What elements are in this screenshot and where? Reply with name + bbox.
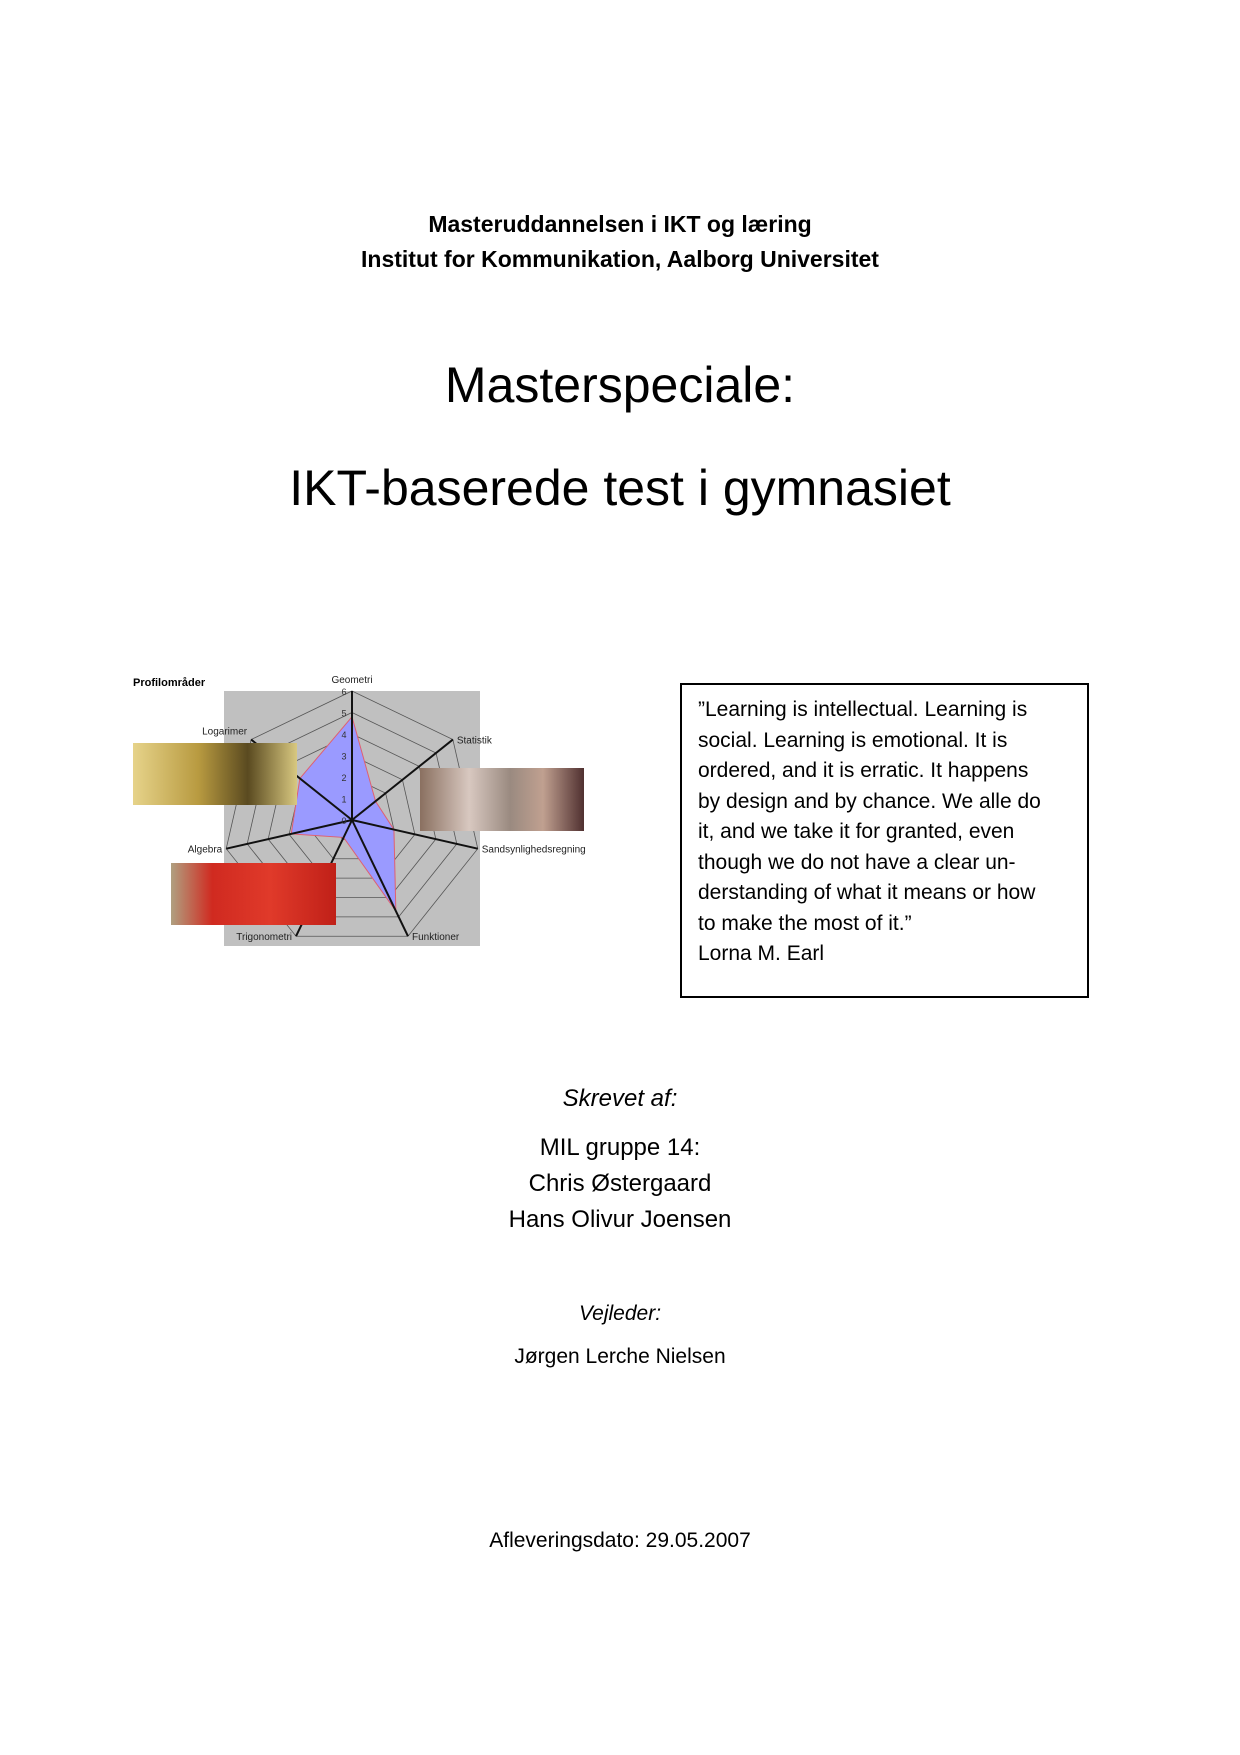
tick-label: 5: [341, 708, 347, 719]
program-name: Masteruddannelsen i IKT og læring: [428, 211, 812, 237]
supervisor-label: Vejleder:: [578, 1302, 662, 1325]
quote-box: [680, 683, 1089, 998]
axis-label: Sandsynlighedsregning: [481, 844, 586, 856]
quote-line: by design and by chance. We alle do: [698, 789, 1041, 813]
chart-title: Profilområder: [133, 677, 206, 689]
axis-label: Trigonometri: [236, 932, 293, 944]
photo-writing-child: [171, 863, 336, 925]
supervisor-name: Jørgen Lerche Nielsen: [514, 1345, 726, 1368]
photo-student-girl: [133, 743, 297, 805]
group-name: MIL gruppe 14:: [539, 1134, 701, 1161]
quote-line: derstanding of what it means or how: [698, 881, 1036, 904]
page-subtitle: IKT-baserede test i gymnasiet: [289, 460, 951, 516]
tick-label: 1: [341, 794, 347, 805]
author-name: Chris Østergaard: [528, 1170, 712, 1197]
axis-label: Algebra: [187, 844, 223, 856]
page-title: Masterspeciale:: [444, 357, 796, 413]
axis-label: Logarimer: [202, 726, 248, 738]
photo-classroom: [420, 768, 584, 831]
tick-label: 2: [341, 773, 347, 783]
quote-line: ordered, and it is erratic. It happens: [698, 759, 1029, 782]
radar-chart: [0, 0, 660, 1000]
delivery-date: Afleveringsdato: 29.05.2007: [489, 1529, 751, 1552]
axis-label: Geometri: [331, 675, 373, 686]
tick-label: 4: [341, 730, 347, 740]
institute-name: Institut for Kommunikation, Aalborg Universitet: [361, 246, 879, 272]
quote-author: Lorna M. Earl: [698, 942, 825, 965]
axis-label: Statistik: [456, 735, 492, 747]
quote-line: to make the most of it.”: [698, 911, 912, 935]
quote-line: ”Learning is intellectual. Learning is: [698, 698, 1028, 721]
tick-label: 0: [341, 816, 347, 826]
axis-label: Funktioner: [411, 932, 460, 944]
quote-line: social. Learning is emotional. It is: [698, 728, 1008, 752]
quote-line: though we do not have a clear un-: [698, 850, 1016, 874]
tick-label: 3: [341, 751, 347, 762]
quote-line: it, and we take it for granted, even: [698, 820, 1015, 843]
author-name: Hans Olivur Joensen: [508, 1206, 732, 1233]
authors-label: Skrevet af:: [562, 1085, 678, 1112]
tick-label: 6: [341, 687, 347, 697]
